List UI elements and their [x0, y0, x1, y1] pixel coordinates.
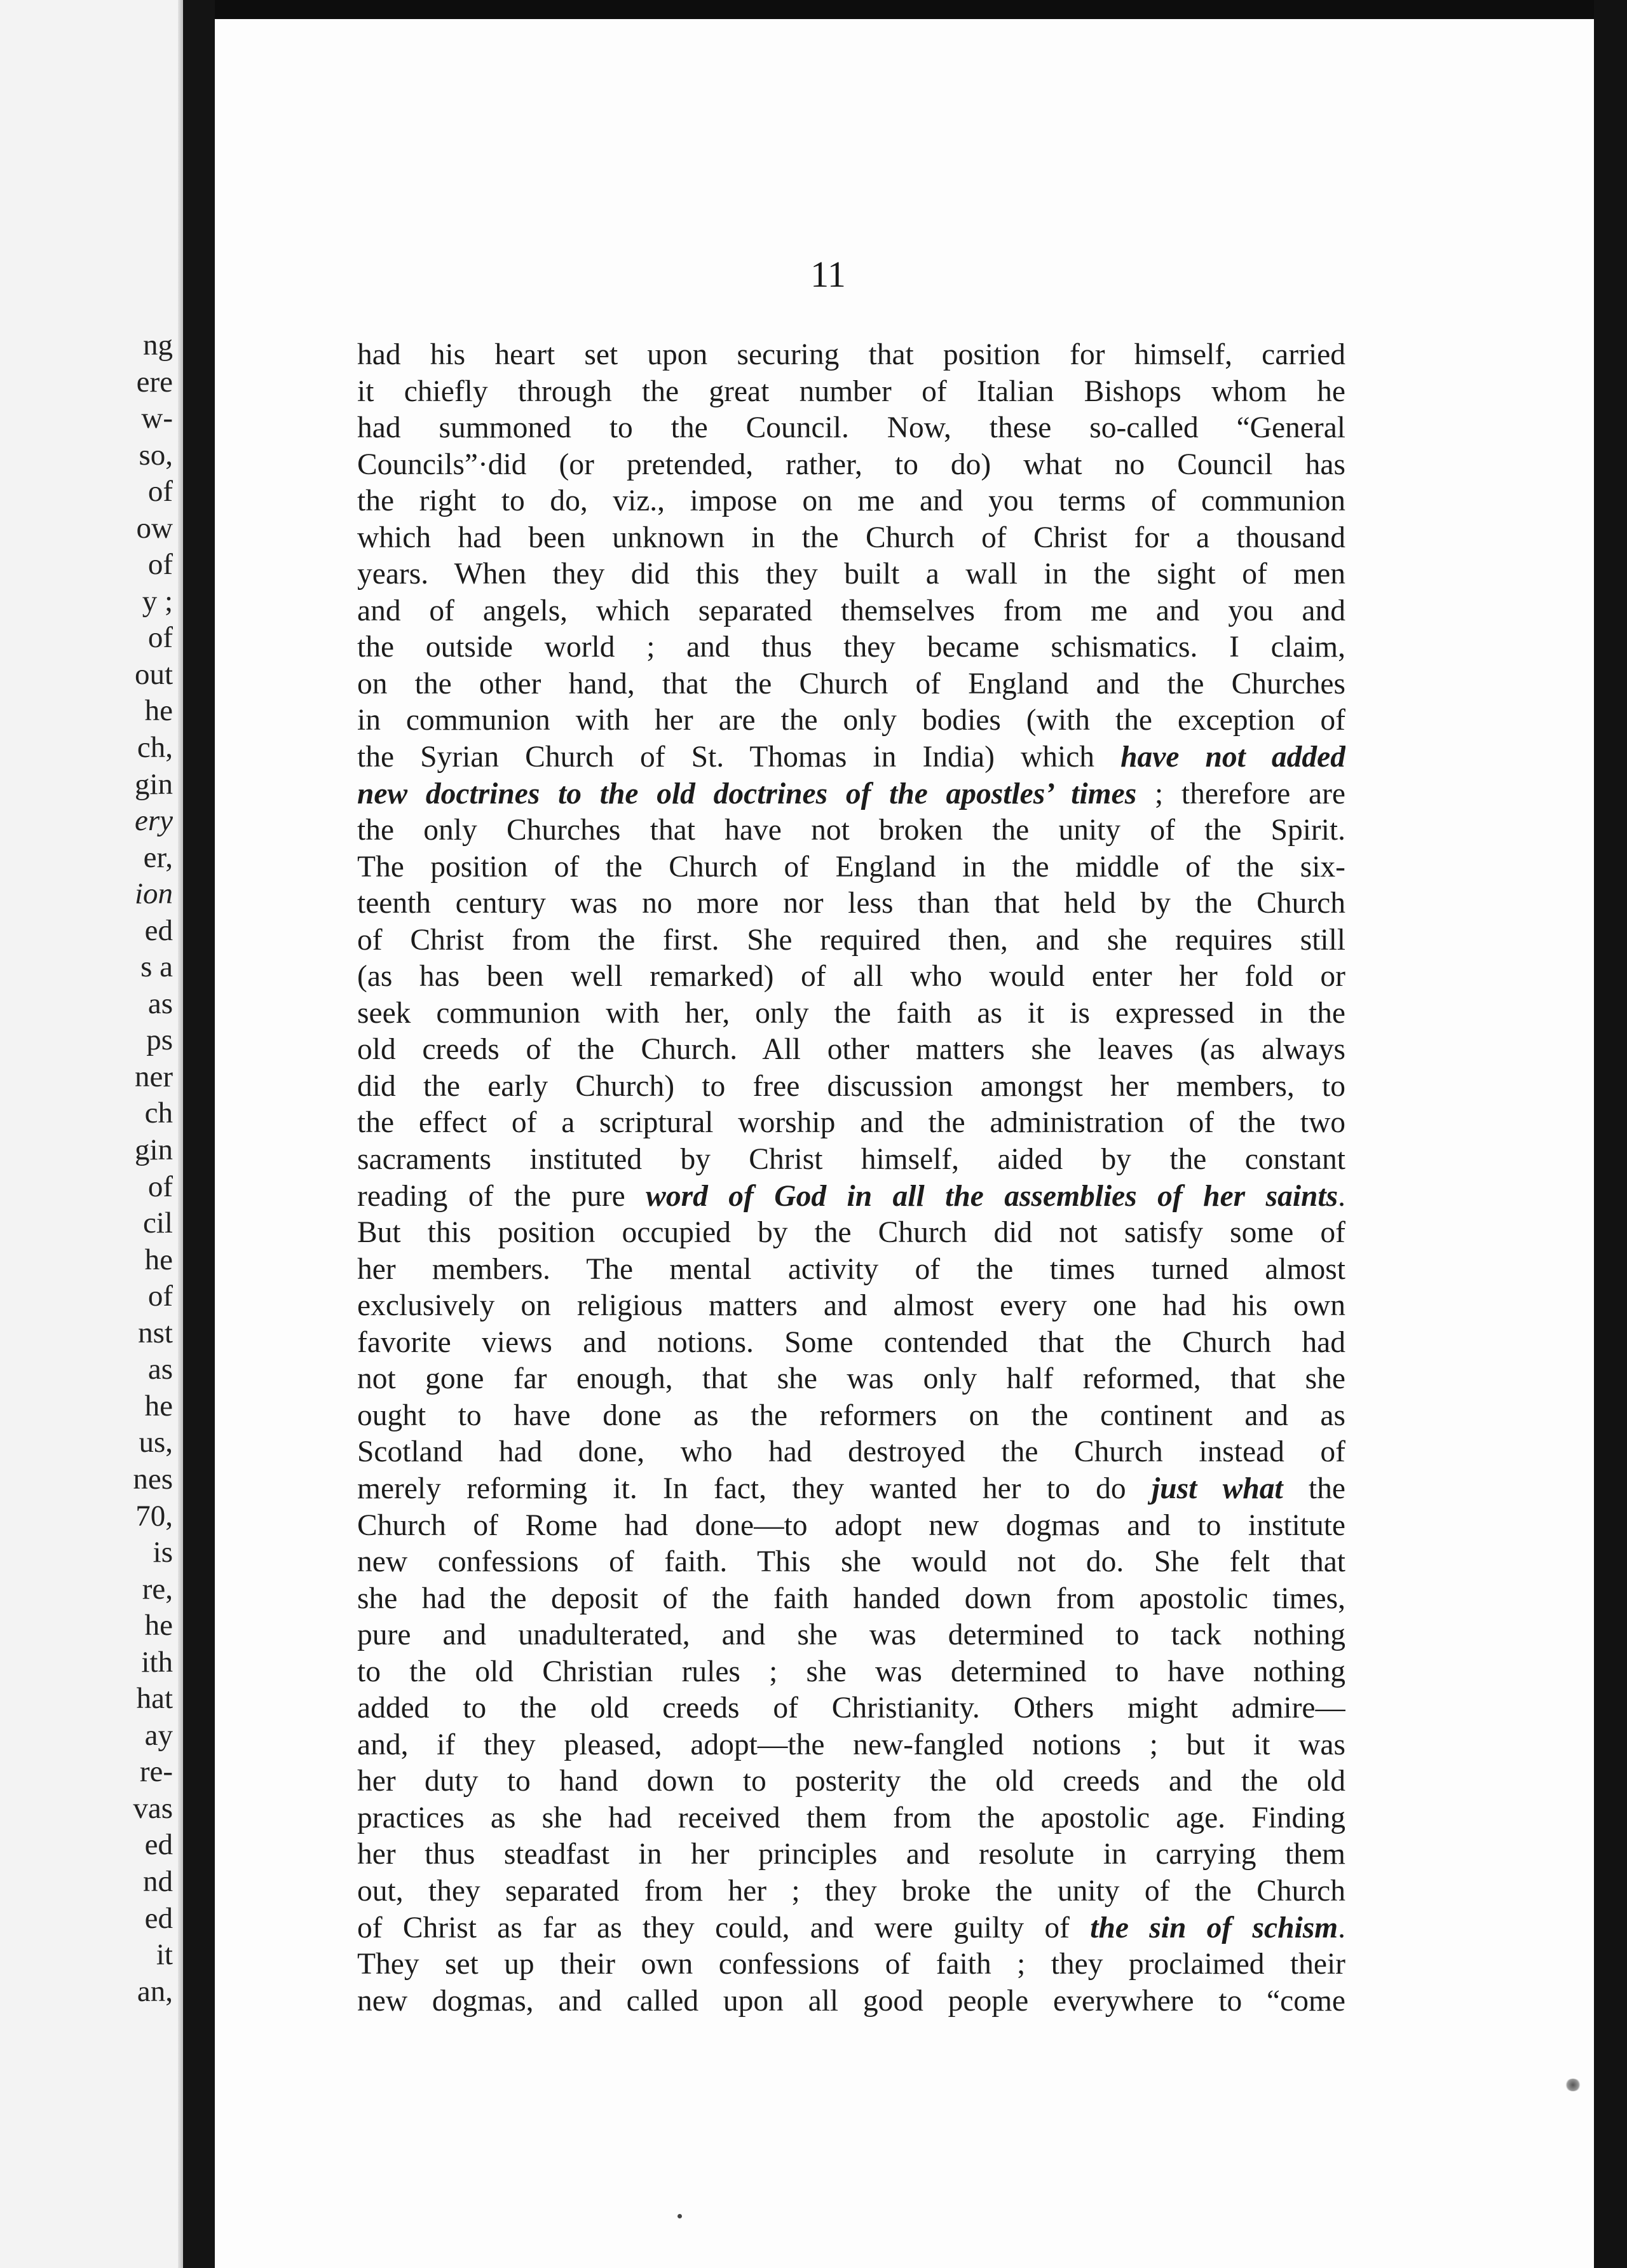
- text-line: [357, 885, 1345, 922]
- fragment-line: as: [147, 987, 173, 1020]
- text-line: [357, 1581, 1345, 1618]
- fragment-line: re,: [142, 1572, 173, 1606]
- text-line: [357, 447, 1345, 484]
- fragment-line: ere: [136, 365, 173, 399]
- fragment-line: ner: [134, 1060, 173, 1093]
- text-line: [357, 1873, 1345, 1910]
- fragment-line: ion: [134, 877, 173, 911]
- text-segment: of Christ from the first. She required then, and she requires still: [357, 923, 1345, 957]
- text-line: [357, 374, 1345, 411]
- fragment-line: he: [144, 694, 173, 728]
- fragment-line: vas: [133, 1791, 173, 1825]
- text-segment: reading of the pure: [357, 1179, 646, 1213]
- text-segment: the only Churches that have not broken the unity of the Spirit.: [357, 814, 1345, 847]
- text-line: [357, 1398, 1345, 1435]
- text-line: [357, 849, 1345, 886]
- text-line: [357, 629, 1345, 666]
- text-line: [357, 1252, 1345, 1288]
- fragment-line: of: [147, 475, 173, 509]
- page-fold-shadow: [178, 0, 183, 2268]
- text-line: [357, 922, 1345, 959]
- previous-page-line-endings: [0, 327, 173, 2010]
- text-line: [357, 1946, 1345, 1983]
- fragment-line: gin: [134, 1133, 173, 1167]
- text-line: [357, 1288, 1345, 1325]
- text-segment: years. When they did this they built a wall in the sight of men: [357, 557, 1345, 591]
- text-segment: old creeds of the Church. All other matters she leaves (as always: [357, 1033, 1345, 1067]
- text-segment: ; therefore are: [1136, 777, 1345, 810]
- fragment-line: an,: [137, 1974, 173, 2008]
- fragment-line: as: [147, 1353, 173, 1386]
- text-segment: out, they separated from her ; they broke the unity of the Church: [357, 1874, 1345, 1908]
- fragment-line: cil: [143, 1206, 173, 1240]
- text-segment: the effect of a scriptural worship and the administration of the two: [357, 1106, 1345, 1140]
- text-line: [357, 520, 1345, 557]
- fragment-line: re-: [139, 1755, 173, 1789]
- fragment-line: nd: [143, 1864, 173, 1898]
- text-line: [357, 1544, 1345, 1581]
- fragment-line: of: [147, 1170, 173, 1203]
- fragment-line: ch,: [137, 731, 173, 765]
- text-line: [357, 1434, 1345, 1471]
- text-segment: sacraments instituted by Christ himself, aided by the constant: [357, 1143, 1345, 1177]
- text-line: [357, 1690, 1345, 1727]
- fragment-line: gin: [134, 767, 173, 801]
- text-line: [357, 666, 1345, 703]
- text-segment: not gone far enough, that she was only half reformed, that she: [357, 1362, 1345, 1396]
- text-segment: favorite views and notions. Some contended that the Church had: [357, 1325, 1345, 1359]
- fragment-line: ed: [144, 913, 173, 947]
- fragment-line: ps: [146, 1023, 173, 1057]
- text-segment: the right to do, viz., impose on me and you terms of communion: [357, 484, 1345, 518]
- text-line: [357, 1178, 1345, 1215]
- book-gutter: [183, 0, 215, 2268]
- text-segment: Scotland had done, who had destroyed the Church instead of: [357, 1435, 1345, 1469]
- text-segment: Councils”·did (or pretended, rather, to do) what no Council has: [357, 447, 1345, 481]
- text-segment: on the other hand, that the Church of England and the Churches: [357, 667, 1345, 700]
- text-segment: to the old Christian rules ; she was determined to have nothing: [357, 1655, 1345, 1688]
- page-number: 11: [810, 254, 846, 295]
- fragment-line: w-: [141, 402, 173, 435]
- fragment-line: out: [134, 657, 173, 691]
- text-line: [357, 1361, 1345, 1398]
- fragment-line: ch: [144, 1096, 173, 1130]
- fragment-line: of: [147, 621, 173, 655]
- text-line: [357, 1215, 1345, 1252]
- fragment-line: s a: [140, 950, 173, 984]
- text-segment: new confessions of faith. This she would not do. She felt that: [357, 1545, 1345, 1579]
- fragment-line: he: [144, 1389, 173, 1423]
- text-line: [357, 1069, 1345, 1105]
- text-segment: added to the old creeds of Christianity. Others might admire—: [357, 1691, 1345, 1725]
- text-line: [357, 1763, 1345, 1800]
- text-segment: They set up their own confessions of faith ; they proclaimed their: [357, 1948, 1345, 1981]
- italic-emphasis: have not added: [1120, 741, 1345, 774]
- fragment-line: so,: [139, 438, 173, 472]
- text-segment: seek communion with her, only the faith as it is expressed in the: [357, 996, 1345, 1030]
- text-line: [357, 1325, 1345, 1362]
- text-segment: which had been unknown in the Church of Christ for a thousand: [357, 521, 1345, 554]
- fragment-line: ay: [144, 1718, 173, 1752]
- text-segment: But this position occupied by the Church did not satisfy some of: [357, 1216, 1345, 1250]
- scan-top-border: [0, 0, 1627, 19]
- text-segment: her thus steadfast in her principles and resolute in carrying them: [357, 1838, 1345, 1871]
- text-segment: of Christ as far as they could, and were guilty of: [357, 1911, 1091, 1944]
- text-line: [357, 1983, 1345, 2020]
- text-line: [357, 1910, 1345, 1947]
- text-segment: the Syrian Church of St. Thomas in India) which: [357, 741, 1121, 774]
- text-segment: new dogmas, and called upon all good people everywhere to “come: [357, 1984, 1345, 2018]
- fragment-line: y ;: [142, 584, 173, 618]
- text-segment: and of angels, which separated themselves from me and you and: [357, 594, 1345, 627]
- text-segment: merely reforming it. In fact, they wanted her to do: [357, 1472, 1152, 1505]
- text-line: [357, 1471, 1345, 1508]
- text-line: [357, 1105, 1345, 1142]
- ink-dot: [677, 2214, 682, 2218]
- fragment-line: of: [147, 548, 173, 582]
- text-segment: ought to have done as the reformers on the continent and as: [357, 1398, 1345, 1432]
- italic-emphasis: the sin of schism: [1090, 1911, 1338, 1944]
- fragment-line: ng: [143, 329, 173, 362]
- text-line: [357, 1800, 1345, 1837]
- text-segment: (as has been well remarked) of all who would enter her fold or: [357, 960, 1345, 994]
- text-line: [357, 1032, 1345, 1069]
- text-line: [357, 556, 1345, 593]
- text-line: [357, 739, 1345, 776]
- text-line: [357, 1727, 1345, 1764]
- italic-emphasis: just what: [1151, 1472, 1283, 1505]
- fragment-line: nst: [138, 1316, 173, 1349]
- scan-speck: [1565, 2079, 1581, 2091]
- text-segment: .: [1338, 1911, 1345, 1944]
- text-segment: in communion with her are the only bodies (with the exception of: [357, 704, 1345, 737]
- fragment-line: hat: [136, 1682, 173, 1716]
- text-line: [357, 1508, 1345, 1545]
- fragment-line: he: [144, 1243, 173, 1276]
- text-segment: exclusively on religious matters and almost every one had his own: [357, 1289, 1345, 1323]
- previous-page-edge: [0, 0, 183, 2268]
- text-line: [357, 337, 1345, 374]
- text-segment: her members. The mental activity of the times turned almost: [357, 1252, 1345, 1286]
- text-segment: pure and unadulterated, and she was determined to tack nothing: [357, 1618, 1345, 1652]
- fragment-line: he: [144, 1609, 173, 1643]
- scan-right-border: [1594, 0, 1627, 2268]
- fragment-line: ith: [141, 1645, 173, 1679]
- text-segment: had summoned to the Council. Now, these so-called “General: [357, 411, 1345, 445]
- text-line: [357, 995, 1345, 1032]
- text-line: [357, 812, 1345, 849]
- text-segment: the outside world ; and thus they became schismatics. I claim,: [357, 631, 1345, 664]
- text-segment: teenth century was no more nor less than that held by the Church: [357, 887, 1345, 920]
- fragment-line: us,: [139, 1426, 173, 1459]
- fragment-line: ery: [134, 804, 173, 838]
- text-line: [357, 483, 1345, 520]
- fragment-line: ed: [144, 1828, 173, 1862]
- text-line: [357, 1142, 1345, 1178]
- fragment-line: it: [156, 1938, 173, 1972]
- fragment-line: nes: [133, 1462, 173, 1496]
- text-segment: did the early Church) to free discussion amongst her members, to: [357, 1069, 1345, 1103]
- text-segment: she had the deposit of the faith handed down from apostolic times,: [357, 1581, 1345, 1615]
- fragment-line: ow: [136, 511, 173, 545]
- italic-emphasis: word of God in all the assemblies of her saints: [646, 1179, 1338, 1213]
- text-line: [357, 1836, 1345, 1873]
- body-text: [357, 337, 1345, 2019]
- text-segment: The position of the Church of England in the middle of the six-: [357, 850, 1345, 884]
- text-line: [357, 1654, 1345, 1691]
- text-segment: .: [1338, 1179, 1345, 1213]
- text-line: [357, 410, 1345, 447]
- text-segment: had his heart set upon securing that position for himself, carried: [357, 338, 1345, 371]
- text-segment: the: [1283, 1472, 1345, 1505]
- text-line: [357, 593, 1345, 630]
- fragment-line: ed: [144, 1901, 173, 1935]
- fragment-line: 70,: [135, 1499, 173, 1533]
- italic-emphasis: new doctrines to the old doctrines of the apostles’ times: [357, 777, 1137, 810]
- text-line: [357, 702, 1345, 739]
- text-line: [357, 776, 1345, 813]
- text-line: [357, 959, 1345, 995]
- text-segment: her duty to hand down to posterity the old creeds and the old: [357, 1765, 1345, 1798]
- text-line: [357, 1617, 1345, 1654]
- fragment-line: of: [147, 1280, 173, 1313]
- text-segment: it chiefly through the great number of Italian Bishops whom he: [357, 374, 1345, 408]
- fragment-line: is: [153, 1536, 173, 1569]
- text-segment: Church of Rome had done—to adopt new dogmas and to institute: [357, 1508, 1345, 1542]
- fragment-line: er,: [143, 840, 173, 874]
- text-segment: and, if they pleased, adopt—the new-fangled notions ; but it was: [357, 1728, 1345, 1761]
- text-segment: practices as she had received them from the apostolic age. Finding: [357, 1801, 1345, 1834]
